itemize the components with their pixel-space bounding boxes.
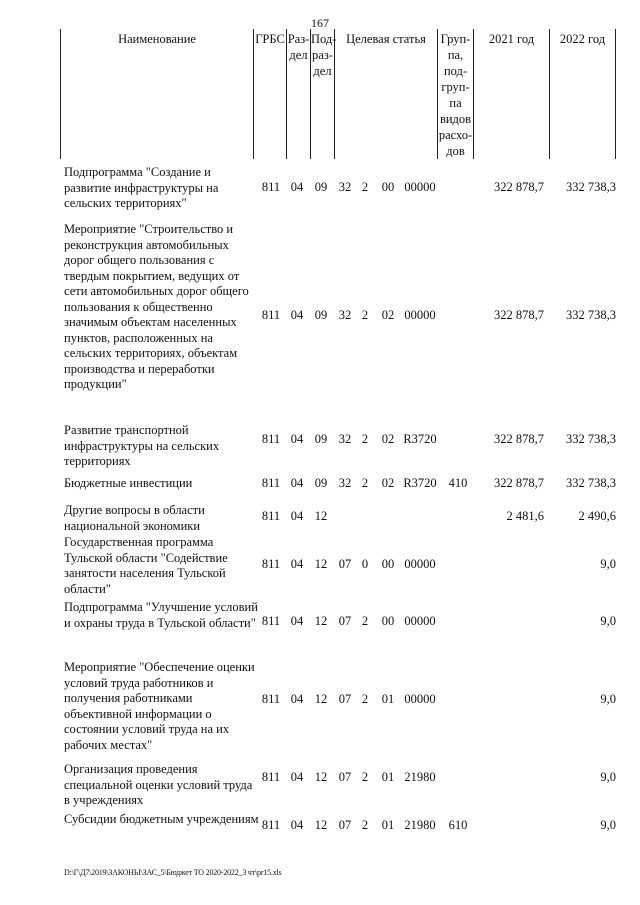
cell-podrazdel: 09 xyxy=(314,180,328,194)
cell-target-event: 02 xyxy=(381,432,395,446)
cell-amount-2022: 9,0 xyxy=(600,770,616,784)
row-name: Бюджетные инвестиции xyxy=(64,476,193,490)
cell-target-event: 02 xyxy=(381,308,395,322)
cell-target-direction: R3720 xyxy=(403,432,437,446)
row-name: Другие вопросы в области национальной экономики xyxy=(64,503,205,533)
cell-grbs: 811 xyxy=(261,557,281,571)
header-podrazdel: Под- раз- дел xyxy=(311,29,335,159)
cell-podrazdel: 12 xyxy=(314,509,328,523)
cell-amount-2021: 322 878,7 xyxy=(494,180,544,194)
cell-target-event: 02 xyxy=(381,476,395,490)
cell-razdel: 04 xyxy=(290,818,304,832)
cell-amount-2022: 9,0 xyxy=(600,557,616,571)
cell-target-event: 00 xyxy=(381,614,395,628)
cell-expense-group: 410 xyxy=(448,476,468,490)
cell-razdel: 04 xyxy=(290,692,304,706)
cell-target-direction: 00000 xyxy=(404,180,436,194)
cell-amount-2022: 9,0 xyxy=(600,818,616,832)
header-group: Груп- па, под- груп- па видов расхо- дов xyxy=(438,29,474,159)
cell-target-event: 00 xyxy=(381,180,395,194)
row-name: Субсидии бюджетным учреждениям xyxy=(64,812,259,826)
cell-podrazdel: 12 xyxy=(314,614,328,628)
cell-grbs: 811 xyxy=(261,509,281,523)
cell-target-subprogram: 2 xyxy=(361,692,369,706)
cell-podrazdel: 12 xyxy=(314,818,328,832)
cell-target-subprogram: 2 xyxy=(361,308,369,322)
cell-amount-2022: 332 738,3 xyxy=(566,432,616,446)
cell-target-event: 01 xyxy=(381,818,395,832)
cell-target-direction: R3720 xyxy=(403,476,437,490)
footer-file-path: D:\Г\Д7\2019\ЗАКОНЫ\ЗАС_5\Бюджет ТО 2020-2022_3 чт\pr15.xls xyxy=(64,868,282,877)
cell-target-subprogram: 2 xyxy=(361,432,369,446)
cell-amount-2021: 2 481,6 xyxy=(506,509,544,523)
row-name: Подпрограмма "Создание и развитие инфраструктуры на сельских территориях" xyxy=(64,165,219,210)
cell-target-subprogram: 2 xyxy=(361,476,369,490)
cell-amount-2022: 2 490,6 xyxy=(578,509,616,523)
cell-target-direction: 00000 xyxy=(404,557,436,571)
cell-target-direction: 21980 xyxy=(404,770,436,784)
row-name: Мероприятие "Обеспечение оценки условий труда работников и получения работниками объективной информации о состоянии условий труда на их рабочих местах" xyxy=(64,660,255,752)
cell-podrazdel: 12 xyxy=(314,770,328,784)
cell-grbs: 811 xyxy=(261,818,281,832)
cell-razdel: 04 xyxy=(290,614,304,628)
page-number: 167 xyxy=(311,16,329,30)
cell-target-program: 07 xyxy=(338,692,352,706)
header-razdel: Раз- дел xyxy=(287,29,311,159)
cell-target-event: 01 xyxy=(381,770,395,784)
cell-target-program: 32 xyxy=(338,180,352,194)
cell-podrazdel: 09 xyxy=(314,308,328,322)
cell-target-direction: 00000 xyxy=(404,692,436,706)
cell-grbs: 811 xyxy=(261,308,281,322)
cell-expense-group: 610 xyxy=(448,818,468,832)
cell-podrazdel: 12 xyxy=(314,557,328,571)
row-name: Подпрограмма "Улучшение условий и охраны труда в Тульской области" xyxy=(64,600,258,630)
cell-target-program: 32 xyxy=(338,432,352,446)
cell-amount-2022: 332 738,3 xyxy=(566,476,616,490)
cell-target-subprogram: 2 xyxy=(361,770,369,784)
cell-target-program: 32 xyxy=(338,308,352,322)
cell-razdel: 04 xyxy=(290,476,304,490)
cell-target-direction: 00000 xyxy=(404,614,436,628)
row-name: Мероприятие "Строительство и реконструкция автомобильных дорог общего пользования с твердым покрытием, ведущих от сети автомобильных дорог общего пользования к общественно значимым объектам населенных пунктов, расположенных на сельских территориях, объектам производства и переработки продукции" xyxy=(64,222,249,391)
row-name: Государственная программа Тульской области "Содействие занятости населения Тульской области" xyxy=(64,535,228,596)
cell-target-subprogram: 2 xyxy=(361,818,369,832)
cell-target-program: 07 xyxy=(338,818,352,832)
cell-razdel: 04 xyxy=(290,557,304,571)
cell-razdel: 04 xyxy=(290,308,304,322)
row-name: Развитие транспортной инфраструктуры на сельских территориях xyxy=(64,423,220,468)
cell-target-subprogram: 2 xyxy=(361,614,369,628)
header-name: Наименование xyxy=(60,29,254,159)
cell-grbs: 811 xyxy=(261,614,281,628)
cell-razdel: 04 xyxy=(290,432,304,446)
cell-podrazdel: 12 xyxy=(314,692,328,706)
header-2022: 2022 год xyxy=(550,29,616,159)
cell-amount-2022: 9,0 xyxy=(600,692,616,706)
cell-amount-2022: 9,0 xyxy=(600,614,616,628)
cell-grbs: 811 xyxy=(261,180,281,194)
cell-target-program: 07 xyxy=(338,614,352,628)
cell-target-direction: 21980 xyxy=(404,818,436,832)
cell-target-subprogram: 0 xyxy=(361,557,369,571)
cell-amount-2021: 322 878,7 xyxy=(494,476,544,490)
cell-razdel: 04 xyxy=(290,509,304,523)
cell-razdel: 04 xyxy=(290,180,304,194)
header-grbs: ГРБС xyxy=(254,29,287,159)
cell-target-program: 07 xyxy=(338,557,352,571)
cell-grbs: 811 xyxy=(261,770,281,784)
cell-grbs: 811 xyxy=(261,692,281,706)
cell-amount-2022: 332 738,3 xyxy=(566,308,616,322)
cell-podrazdel: 09 xyxy=(314,432,328,446)
cell-target-program: 32 xyxy=(338,476,352,490)
cell-target-program: 07 xyxy=(338,770,352,784)
cell-grbs: 811 xyxy=(261,432,281,446)
header-2021: 2021 год xyxy=(474,29,550,159)
cell-amount-2021: 322 878,7 xyxy=(494,308,544,322)
cell-amount-2021: 322 878,7 xyxy=(494,432,544,446)
cell-target-subprogram: 2 xyxy=(361,180,369,194)
cell-target-direction: 00000 xyxy=(404,308,436,322)
header-target: Целевая статья xyxy=(335,29,438,159)
cell-amount-2022: 332 738,3 xyxy=(566,180,616,194)
cell-grbs: 811 xyxy=(261,476,281,490)
row-name: Организация проведения специальной оценки условий труда в учреждениях xyxy=(64,762,253,807)
cell-razdel: 04 xyxy=(290,770,304,784)
cell-podrazdel: 09 xyxy=(314,476,328,490)
cell-target-event: 01 xyxy=(381,692,395,706)
cell-target-event: 00 xyxy=(381,557,395,571)
